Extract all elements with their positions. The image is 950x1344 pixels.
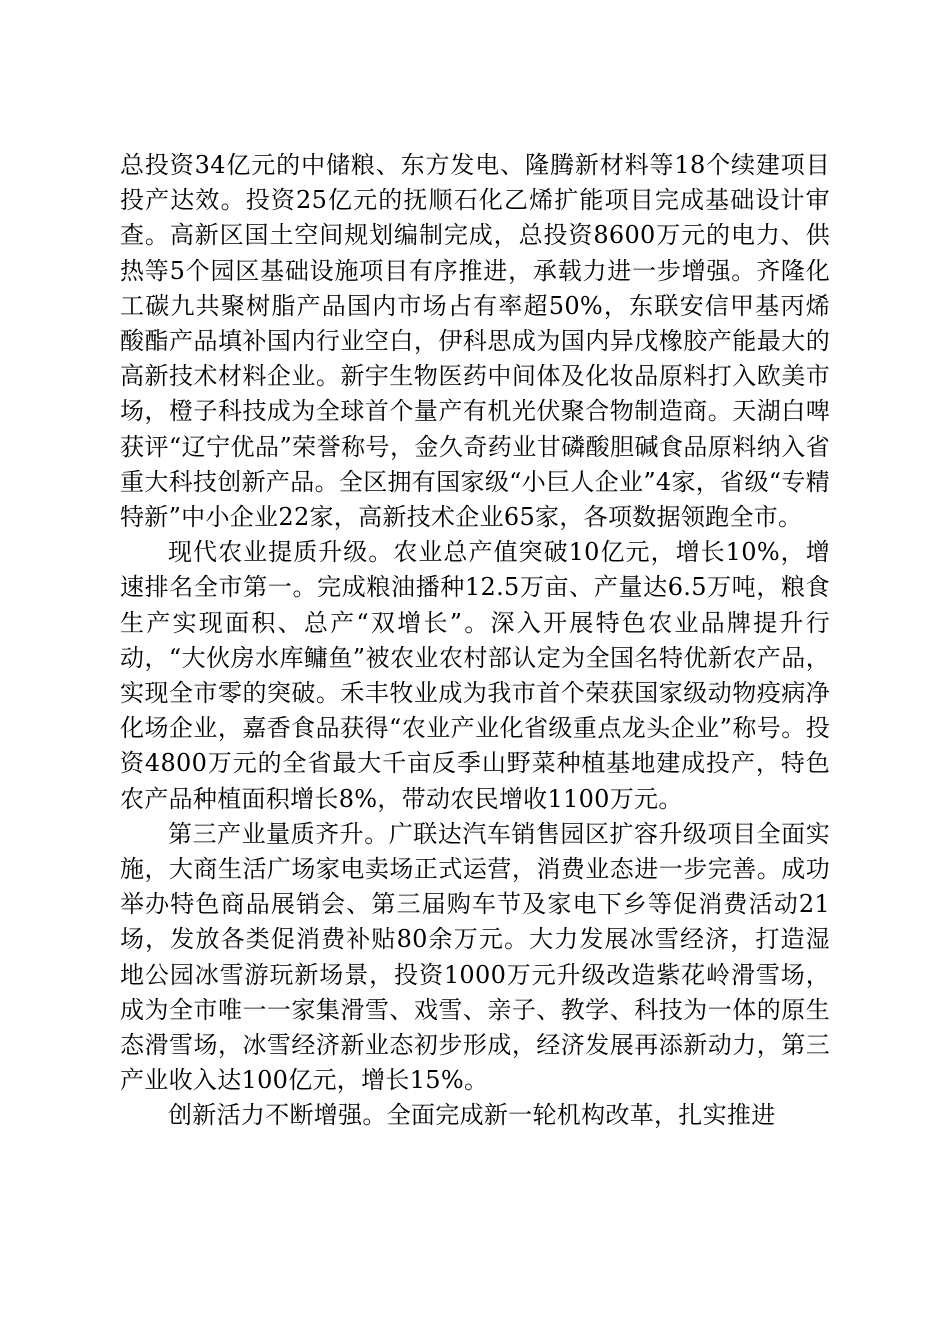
paragraph-modern-agriculture: 现代农业提质升级。农业总产值突破10亿元，增长10%，增速排名全市第一。完成粮油播种12.5万亩、产量达6.5万吨，粮食生产实现面积、总产“双增长”。深入开展特色农业品牌提升行动，“大伙房水库鳙鱼”被农业农村部认定为全国名特优新农产品，实现全市零的突破。禾丰牧业成为我市首个荣获国家级动物疫病净化场企业，嘉香食品获得“农业产业化省级重点龙头企业”称号。投资4800万元的全省最大千亩反季山野菜种植基地建成投产，特色农产品种植面积增长8%，带动农民增收1100万元。: [120, 538, 830, 813]
paragraph-innovation: 创新活力不断增强。全面完成新一轮机构改革，扎实推进: [168, 1101, 776, 1130]
document-page: [120, 148, 830, 1134]
paragraph-tertiary-industry: 第三产业量质齐升。广联达汽车销售园区扩容升级项目全面实施，大商生活广场家电卖场正式运营，消费业态进一步完善。成功举办特色商品展销会、第三届购车节及家电下乡等促消费活动21场，发放各类促消费补贴80余万元。大力发展冰雪经济，打造湿地公园冰雪游玩新场景，投资1000万元升级改造紫花岭滑雪场，成为全市唯一一家集滑雪、戏雪、亲子、教学、科技为一体的原生态滑雪场，冰雪经济新业态初步形成，经济发展再添新动力，第三产业收入达100亿元，增长15%。: [120, 819, 830, 1095]
paragraph-industry-projects: 总投资34亿元的中储粮、东方发电、隆腾新材料等18个续建项目投产达效。投资25亿元的抚顺石化乙烯扩能项目完成基础设计审查。高新区国土空间规划编制完成，总投资8600万元的电力、供热等5个园区基础设施项目有序推进，承载力进一步增强。齐隆化工碳九共聚树脂产品国内市场占有率超50%，东联安信甲基丙烯酸酯产品填补国内行业空白，伊科思成为国内异戊橡胶产能最大的高新技术材料企业。新宇生物医药中间体及化妆品原料打入欧美市场，橙子科技成为全球首个量产有机光伏聚合物制造商。天湖白啤获评“辽宁优品”荣誉称号，金久奇药业甘磷酸胆碱食品原料纳入省重大科技创新产品。全区拥有国家级“小巨人企业”4家，省级“专精特新”中小企业22家，高新技术企业65家，各项数据领跑全市。: [120, 151, 830, 532]
